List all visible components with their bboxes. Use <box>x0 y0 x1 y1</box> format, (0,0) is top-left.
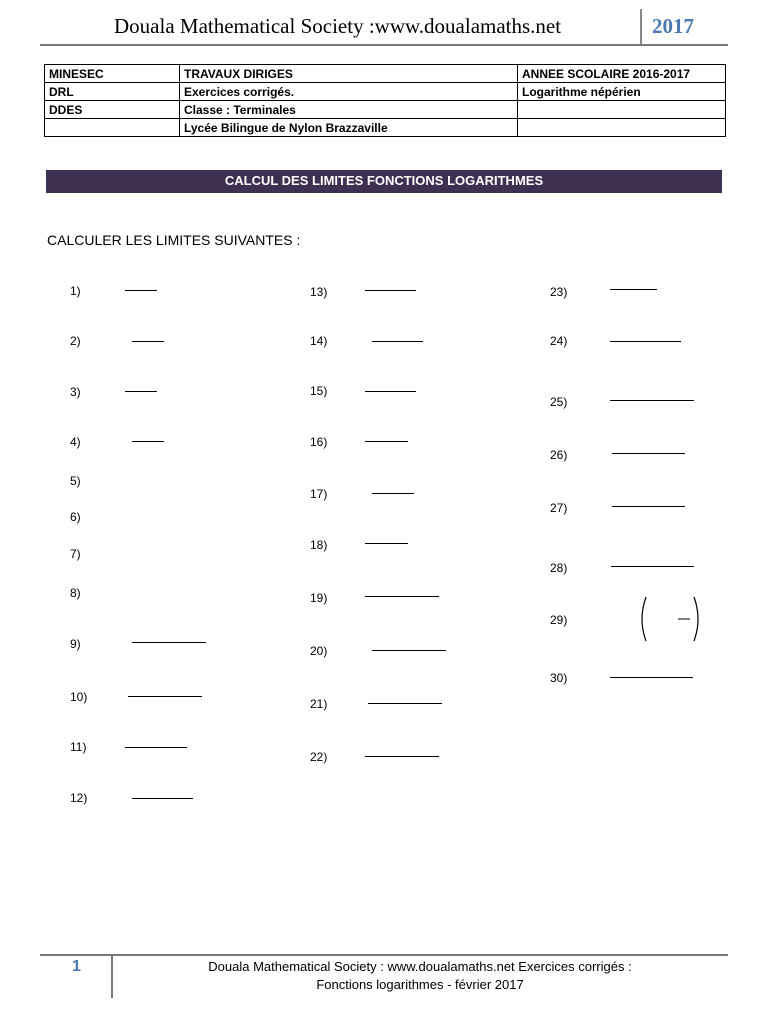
table-row <box>45 65 726 83</box>
table-cell: Classe : Terminales <box>180 101 518 119</box>
footer-text <box>120 958 720 994</box>
footer-divider <box>111 954 113 998</box>
exercise-number: 11) <box>70 740 87 754</box>
exercise-number: 6) <box>70 510 81 524</box>
fraction-bar <box>365 290 416 291</box>
table-cell <box>45 119 180 137</box>
page-number: 1 <box>72 958 81 975</box>
exercise-number: 26) <box>550 448 568 462</box>
table-cell: Logarithme népérien <box>518 83 726 101</box>
fraction-bar <box>610 289 657 290</box>
exercise-number: 25) <box>550 395 568 409</box>
info-table <box>44 64 726 137</box>
fraction-bar <box>372 650 446 651</box>
exercise-number: 9) <box>70 637 81 651</box>
exercise-number: 1) <box>70 284 81 298</box>
exercise-number: 13) <box>310 285 328 299</box>
fraction-bar <box>610 677 693 678</box>
table-cell <box>518 101 726 119</box>
exercise-number: 12) <box>70 791 88 805</box>
section-banner: CALCUL DES LIMITES FONCTIONS LOGARITHMES <box>46 170 722 193</box>
exercise-number: 29) <box>550 613 568 627</box>
fraction-bar <box>132 441 164 442</box>
fraction-bar <box>365 441 408 442</box>
fraction-bar <box>128 696 202 697</box>
table-cell <box>518 119 726 137</box>
table-cell: Exercices corrigés. <box>180 83 518 101</box>
fraction-bar <box>365 596 439 597</box>
fraction-bar <box>372 493 414 494</box>
table-cell: MINESEC <box>45 65 180 83</box>
table-cell: DRL <box>45 83 180 101</box>
exercise-number: 8) <box>70 586 81 600</box>
exercise-number: 17) <box>310 487 328 501</box>
exercise-number: 7) <box>70 547 81 561</box>
table-cell: ANNEE SCOLAIRE 2016-2017 <box>518 65 726 83</box>
exercise-number: 3) <box>70 385 81 399</box>
footer-rule <box>40 954 728 956</box>
exercise-number: 22) <box>310 750 328 764</box>
exercise-number: 21) <box>310 697 328 711</box>
exercise-number: 23) <box>550 285 568 299</box>
exercise-number: 15) <box>310 384 328 398</box>
bracket-expression <box>636 594 706 644</box>
fraction-bar <box>611 566 694 567</box>
instruction-text: CALCULER LES LIMITES SUIVANTES : <box>47 232 301 248</box>
table-row <box>45 119 726 137</box>
fraction-bar <box>610 400 694 401</box>
exercise-number: 18) <box>310 538 328 552</box>
exercise-number: 27) <box>550 501 568 515</box>
exercise-number: 10) <box>70 690 88 704</box>
exercise-number: 24) <box>550 334 568 348</box>
fraction-bar <box>125 391 157 392</box>
exercise-number: 20) <box>310 644 328 658</box>
table-cell: TRAVAUX DIRIGES <box>180 65 518 83</box>
fraction-bar <box>365 391 416 392</box>
footer-line-2: Fonctions logarithmes - février 2017 <box>316 977 524 992</box>
fraction-bar <box>125 747 187 748</box>
fraction-bar <box>612 453 685 454</box>
footer-line-1: Douala Mathematical Society : www.doualamaths.net Exercices corrigés : <box>208 959 632 974</box>
exercise-number: 5) <box>70 474 81 488</box>
table-row <box>45 101 726 119</box>
exercise-number: 14) <box>310 334 328 348</box>
exercise-number: 30) <box>550 671 568 685</box>
table-row <box>45 83 726 101</box>
exercise-number: 16) <box>310 435 328 449</box>
fraction-bar <box>612 506 685 507</box>
table-cell: Lycée Bilingue de Nylon Brazzaville <box>180 119 518 137</box>
header-rule <box>40 44 728 46</box>
header-year: 2017 <box>652 14 694 38</box>
fraction-bar <box>368 703 442 704</box>
exercise-number: 28) <box>550 561 568 575</box>
fraction-bar <box>610 341 681 342</box>
fraction-bar <box>372 341 423 342</box>
exercise-number: 2) <box>70 334 81 348</box>
fraction-bar <box>132 798 193 799</box>
fraction-bar <box>365 543 408 544</box>
fraction-bar <box>132 341 164 342</box>
exercise-number: 19) <box>310 591 328 605</box>
exercise-number: 4) <box>70 435 81 449</box>
header-title: Douala Mathematical Society :www.doualamaths.net <box>114 14 562 38</box>
header-divider <box>640 9 642 45</box>
fraction-bar <box>365 756 439 757</box>
fraction-bar <box>125 290 157 291</box>
fraction-bar <box>132 642 206 643</box>
table-cell: DDES <box>45 101 180 119</box>
